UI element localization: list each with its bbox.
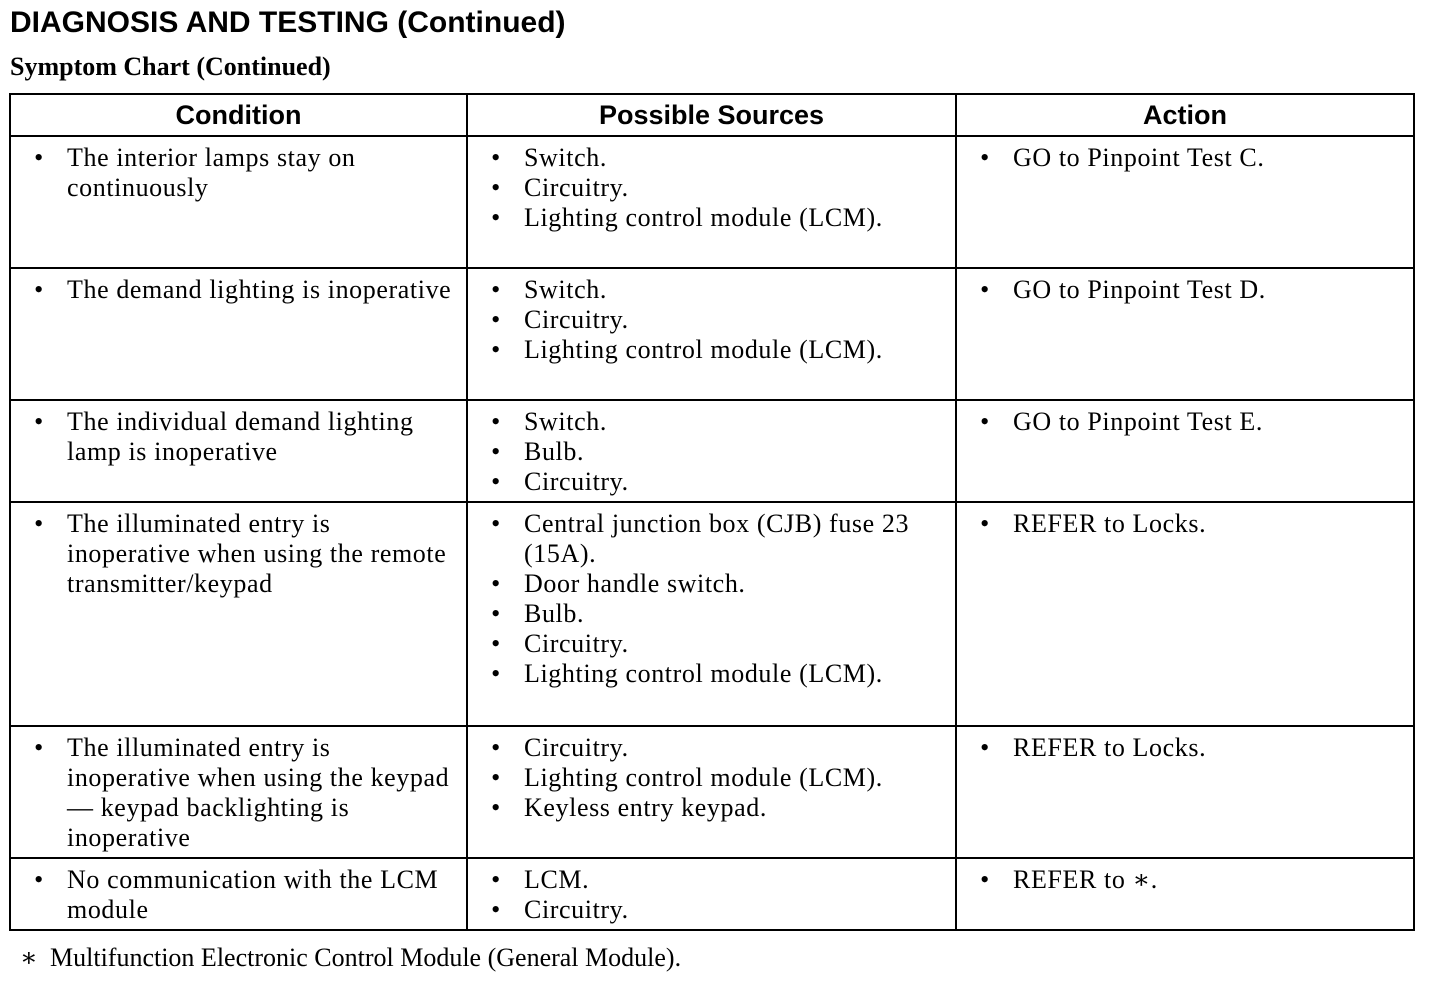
condition-cell: [10, 136, 467, 268]
action-cell: [956, 268, 1414, 400]
possible-sources-cell: [467, 136, 956, 268]
possible-sources-cell: [467, 858, 956, 930]
bullet-list: [11, 503, 466, 603]
table-row: [10, 400, 1414, 502]
action-cell: [956, 136, 1414, 268]
bullet-list: [957, 503, 1413, 543]
condition-cell: [10, 502, 467, 726]
list-item: [486, 895, 947, 925]
list-item: [486, 407, 947, 437]
bullet-icon: •: [491, 629, 501, 658]
possible-sources-cell: [467, 502, 956, 726]
list-item-text: Keyless entry keypad.: [524, 793, 767, 822]
list-item: [29, 509, 458, 599]
list-item: [29, 275, 458, 305]
bullet-icon: •: [34, 865, 44, 894]
bullet-list: [468, 401, 955, 501]
bullet-list: [468, 503, 955, 693]
table-row: [10, 136, 1414, 268]
bullet-icon: •: [980, 275, 990, 304]
list-item-text: Circuitry.: [524, 467, 629, 496]
list-item-text: REFER to Locks.: [1013, 509, 1207, 538]
possible-sources-cell: [467, 268, 956, 400]
list-item: [486, 335, 947, 365]
bullet-icon: •: [491, 275, 501, 304]
page-title: DIAGNOSIS AND TESTING (Continued): [10, 6, 566, 39]
list-item-text: Lighting control module (LCM).: [524, 335, 883, 364]
bullet-icon: •: [980, 865, 990, 894]
bullet-list: [468, 137, 955, 237]
list-item: [486, 733, 947, 763]
bullet-list: [11, 137, 466, 207]
list-item: [975, 275, 1405, 305]
header-condition: Condition: [10, 94, 467, 136]
list-item: [29, 143, 458, 203]
bullet-icon: •: [34, 733, 44, 762]
bullet-icon: •: [491, 793, 501, 822]
list-item: [486, 659, 947, 689]
list-item-text: Switch.: [524, 143, 607, 172]
condition-cell: [10, 268, 467, 400]
bullet-icon: •: [34, 275, 44, 304]
list-item: [486, 275, 947, 305]
possible-sources-cell: [467, 400, 956, 502]
possible-sources-cell: [467, 726, 956, 858]
list-item-text: No communication with the LCM module: [67, 865, 439, 924]
list-item-text: LCM.: [524, 865, 590, 894]
action-cell: [956, 502, 1414, 726]
bullet-list: [957, 137, 1413, 177]
list-item-text: Circuitry.: [524, 733, 629, 762]
bullet-icon: •: [34, 509, 44, 538]
bullet-icon: •: [980, 143, 990, 172]
header-possible-sources: Possible Sources: [467, 94, 956, 136]
list-item-text: Lighting control module (LCM).: [524, 659, 883, 688]
list-item-text: REFER to ∗.: [1013, 865, 1158, 894]
list-item: [975, 509, 1405, 539]
bullet-icon: •: [491, 407, 501, 436]
bullet-icon: •: [34, 143, 44, 172]
bullet-icon: •: [491, 509, 501, 538]
bullet-icon: •: [491, 599, 501, 628]
bullet-list: [468, 727, 955, 827]
list-item-text: Switch.: [524, 275, 607, 304]
action-cell: [956, 726, 1414, 858]
list-item-text: Circuitry.: [524, 895, 629, 924]
list-item-text: Lighting control module (LCM).: [524, 763, 883, 792]
condition-cell: [10, 726, 467, 858]
list-item: [29, 733, 458, 853]
list-item-text: The interior lamps stay on continuously: [67, 143, 356, 202]
list-item-text: Door handle switch.: [524, 569, 746, 598]
bullet-list: [957, 269, 1413, 309]
footnote: [20, 942, 681, 974]
bullet-icon: •: [491, 335, 501, 364]
list-item-text: GO to Pinpoint Test D.: [1013, 275, 1266, 304]
symptom-chart-table: [9, 93, 1415, 931]
section-title: Symptom Chart (Continued): [10, 52, 331, 81]
list-item-text: Switch.: [524, 407, 607, 436]
bullet-icon: •: [34, 407, 44, 436]
bullet-icon: •: [491, 865, 501, 894]
bullet-list: [11, 727, 466, 857]
list-item-text: Lighting control module (LCM).: [524, 203, 883, 232]
list-item: [486, 173, 947, 203]
bullet-icon: •: [491, 305, 501, 334]
bullet-list: [957, 401, 1413, 441]
bullet-list: [11, 401, 466, 471]
action-cell: [956, 858, 1414, 930]
list-item-text: The illuminated entry is inoperative when using the remote transmitter/keypad: [67, 509, 447, 598]
table-header-row: [10, 94, 1414, 136]
bullet-icon: •: [491, 763, 501, 792]
list-item: [486, 569, 947, 599]
list-item: [486, 509, 947, 569]
bullet-icon: •: [980, 509, 990, 538]
list-item: [486, 203, 947, 233]
list-item: [486, 763, 947, 793]
table-row: [10, 502, 1414, 726]
list-item: [975, 865, 1405, 895]
bullet-icon: •: [491, 203, 501, 232]
list-item: [975, 143, 1405, 173]
list-item: [486, 629, 947, 659]
bullet-list: [11, 269, 466, 309]
list-item: [29, 865, 458, 925]
bullet-icon: •: [491, 143, 501, 172]
list-item: [486, 599, 947, 629]
list-item-text: Circuitry.: [524, 629, 629, 658]
bullet-icon: •: [491, 173, 501, 202]
list-item: [29, 407, 458, 467]
list-item-text: GO to Pinpoint Test E.: [1013, 407, 1263, 436]
table-row: [10, 858, 1414, 930]
list-item: [486, 143, 947, 173]
footnote-text: Multifunction Electronic Control Module (General Module).: [50, 943, 682, 972]
bullet-icon: •: [491, 467, 501, 496]
list-item: [486, 793, 947, 823]
list-item-text: The illuminated entry is inoperative when using the keypad — keypad backlighting is inoperative: [67, 733, 450, 852]
bullet-icon: •: [491, 659, 501, 688]
action-cell: [956, 400, 1414, 502]
bullet-icon: •: [491, 437, 501, 466]
bullet-list: [957, 727, 1413, 767]
list-item: [486, 865, 947, 895]
table-row: [10, 726, 1414, 858]
bullet-icon: •: [491, 895, 501, 924]
list-item-text: Central junction box (CJB) fuse 23 (15A).: [524, 509, 910, 568]
list-item: [975, 407, 1405, 437]
footnote-asterisk: ∗: [20, 943, 38, 972]
bullet-icon: •: [491, 733, 501, 762]
list-item-text: Circuitry.: [524, 305, 629, 334]
list-item: [975, 733, 1405, 763]
list-item-text: Bulb.: [524, 437, 585, 466]
list-item-text: GO to Pinpoint Test C.: [1013, 143, 1265, 172]
bullet-icon: •: [491, 569, 501, 598]
bullet-list: [11, 859, 466, 929]
list-item-text: Circuitry.: [524, 173, 629, 202]
list-item-text: REFER to Locks.: [1013, 733, 1207, 762]
bullet-icon: •: [980, 407, 990, 436]
bullet-list: [468, 269, 955, 369]
list-item-text: Bulb.: [524, 599, 585, 628]
bullet-list: [468, 859, 955, 929]
bullet-list: [957, 859, 1413, 899]
condition-cell: [10, 400, 467, 502]
list-item-text: The demand lighting is inoperative: [67, 275, 452, 304]
list-item: [486, 305, 947, 335]
list-item: [486, 437, 947, 467]
list-item-text: The individual demand lighting lamp is inoperative: [67, 407, 414, 466]
list-item: [486, 467, 947, 497]
table-row: [10, 268, 1414, 400]
header-action: Action: [956, 94, 1414, 136]
bullet-icon: •: [980, 733, 990, 762]
condition-cell: [10, 858, 467, 930]
